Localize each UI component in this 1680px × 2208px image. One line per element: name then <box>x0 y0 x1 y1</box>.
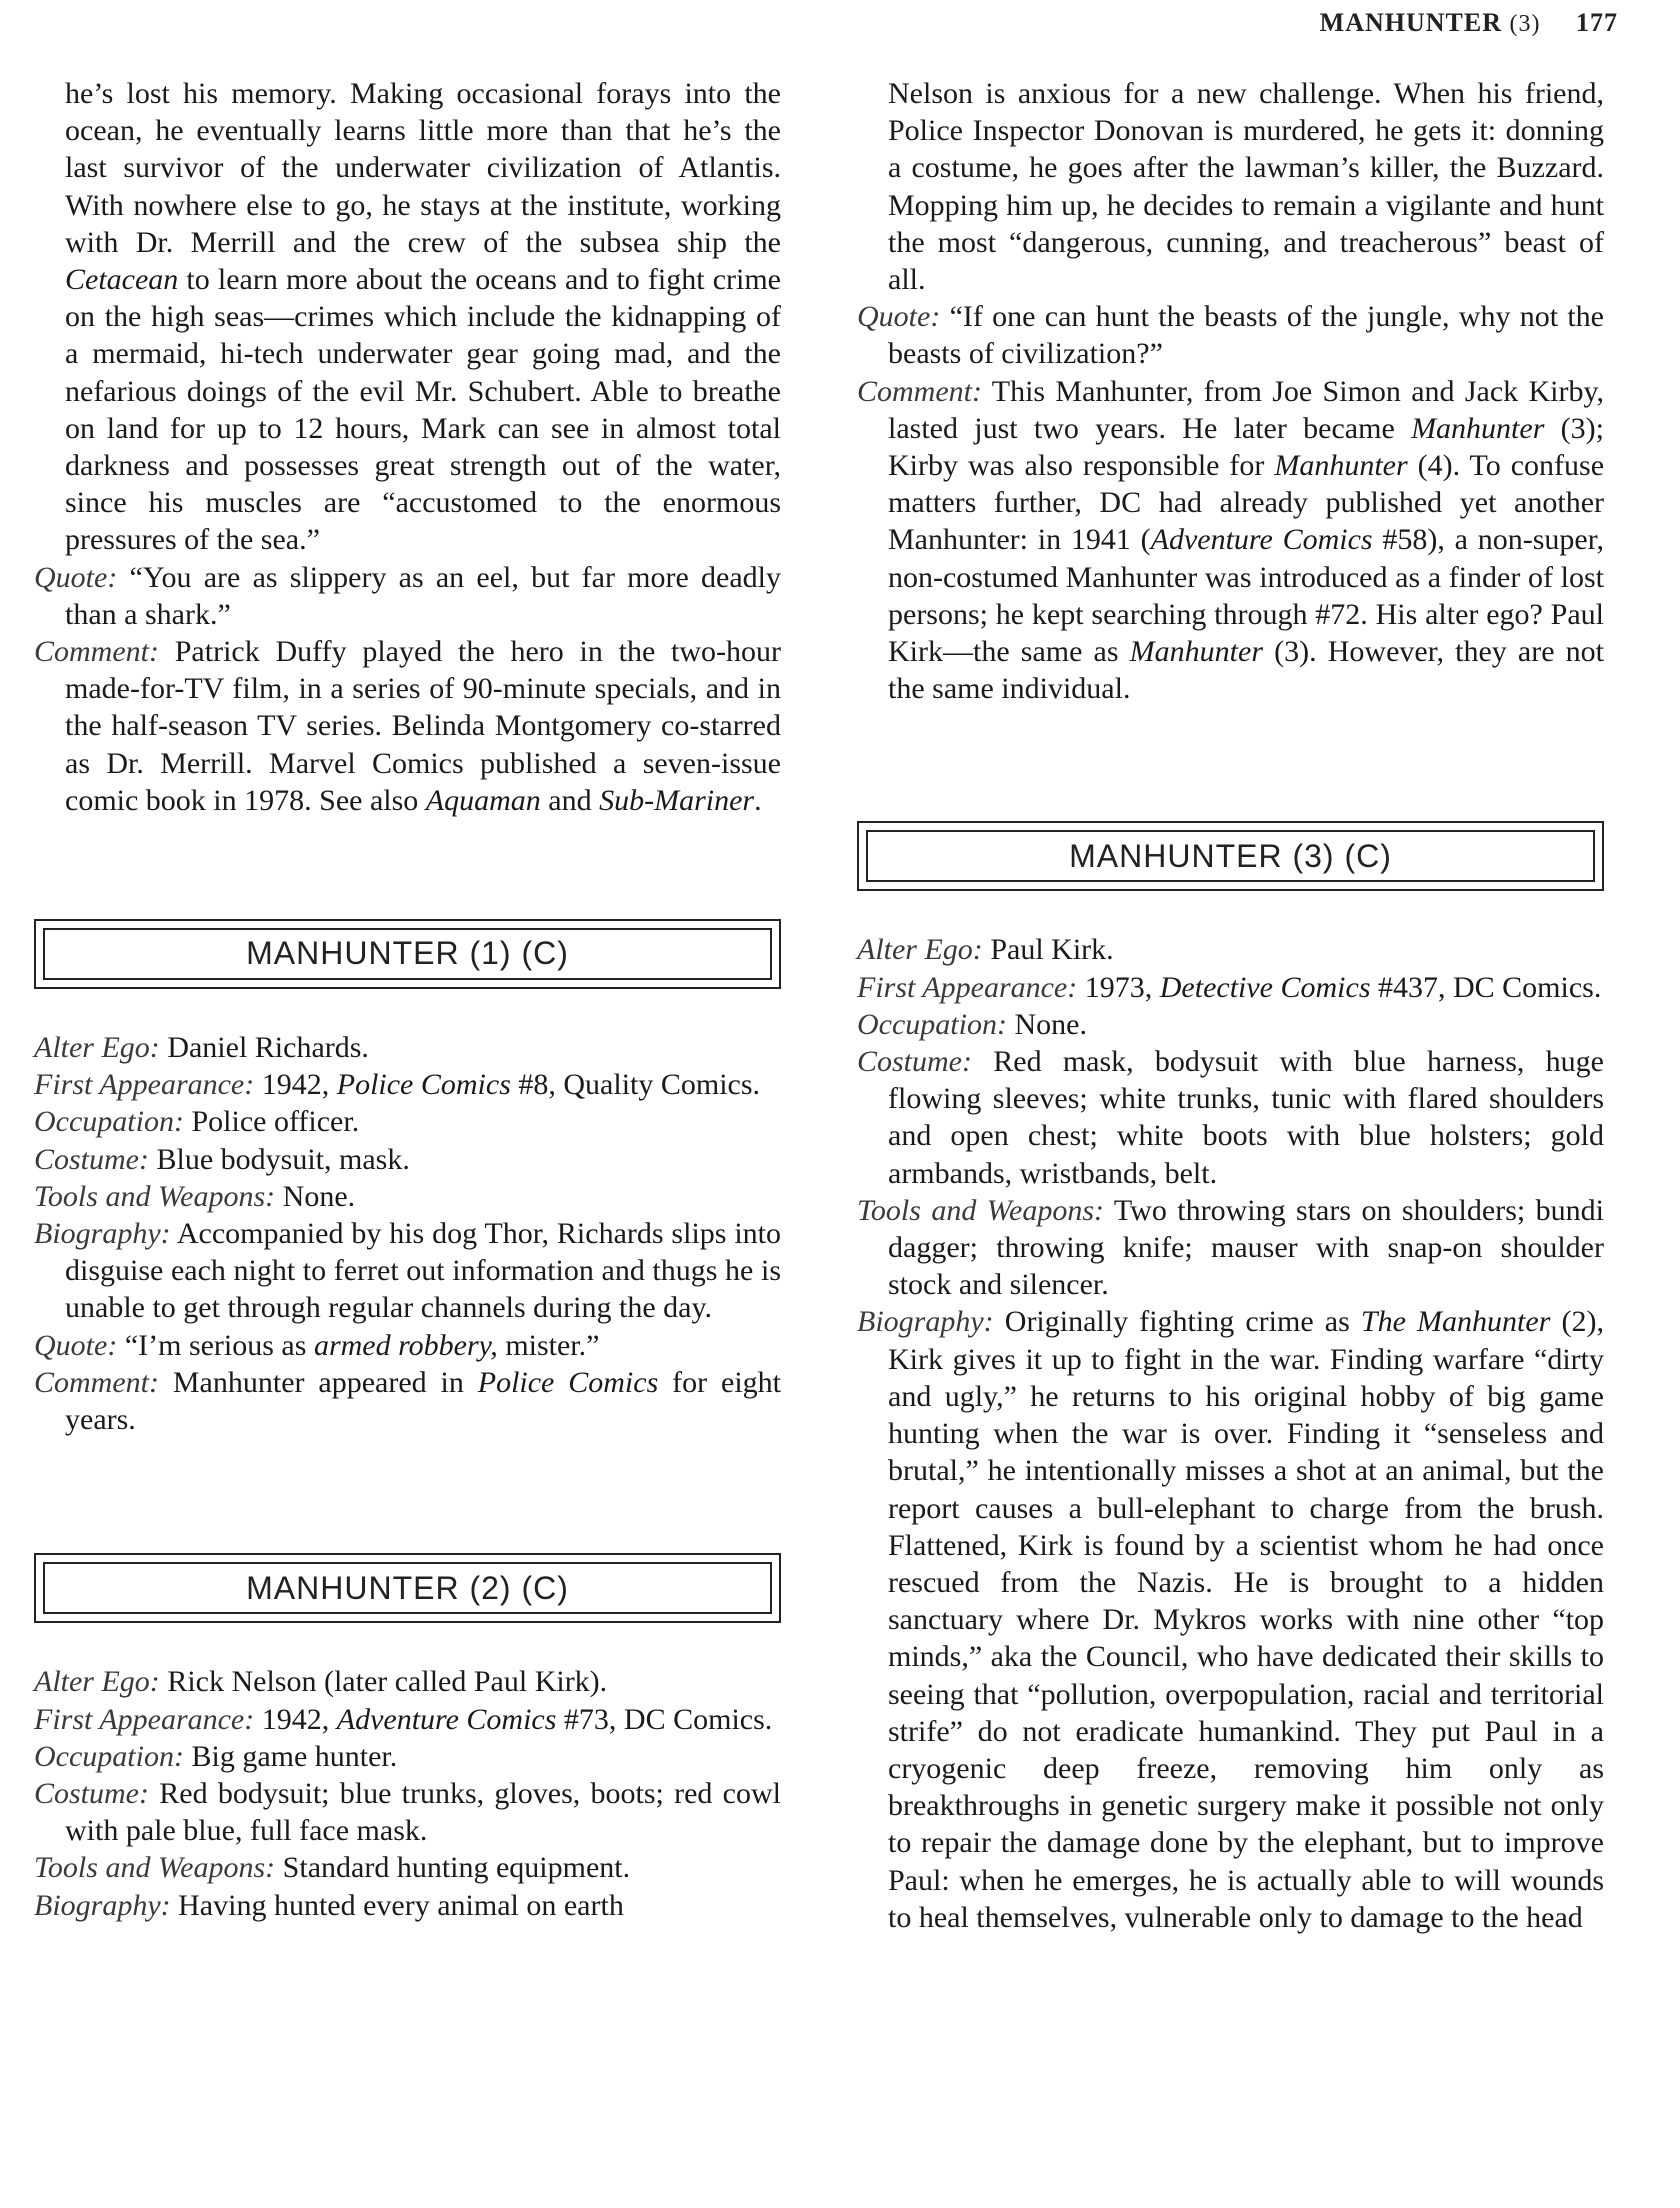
first-appearance-field: First Appearance: 1942, Adventure Comics #73, DC Comics. <box>34 1702 773 1736</box>
left-column <box>34 75 781 1924</box>
alter-ego-field: Alter Ego: Paul Kirk. <box>857 933 1114 967</box>
manhunter-2-comment: Comment: This Manhunter, from Joe Simon and Jack Kirby, lasted just two years. He later became Manhunter (3); Kirby was also responsible for Manhunter (4). To confuse matters further, DC had already published yet another Manhunter: in 1941 (Adventure Comics #58), a non-super, non-costumed Manhunter was introduced as a finder of lost persons; he kept searching through #72. His alter ego? Paul Kirk—the same as Manhunter (3). However, they are not the same individual. <box>857 374 1605 706</box>
aquaman-biography-continued: he’s lost his memory. Making occasional forays into the ocean, he eventually learns little more than that he’s the last survivor of the underwater civilization of Atlantis. With nowhere else to go, he stays at the institute, working with Dr. Merrill and the crew of the subsea ship the Cetacean to learn more about the oceans and to fight crime on the high seas—crimes which include the kidnapping of a mermaid, hi-tech underwater gear going mad, and the nefarious doings of the evil Mr. Schubert. Able to breathe on land for up to 12 hours, Mark can see in almost total darkness and possesses great strength out of the water, since his muscles are “accustomed to the enormous pressures of the sea.” <box>65 77 781 557</box>
entry-title: MANHUNTER (1) (C) <box>43 928 772 980</box>
first-appearance-field: First Appearance: 1973, Detective Comics #437, DC Comics. <box>857 970 1602 1004</box>
occupation-field: Occupation: None. <box>857 1007 1087 1041</box>
running-head-number: (3) <box>1509 11 1541 37</box>
quote-field: Quote: “I’m serious as armed robbery, mister.” <box>34 1328 600 1362</box>
occupation-field: Occupation: Police officer. <box>34 1105 360 1139</box>
costume-field: Costume: Red bodysuit; blue trunks, gloves, boots; red cowl with pale blue, full face mask. <box>34 1776 781 1848</box>
running-head-title: MANHUNTER <box>1319 8 1503 37</box>
tools-field: Tools and Weapons: Standard hunting equipment. <box>34 1851 631 1885</box>
running-head <box>1320 8 1618 38</box>
occupation-field: Occupation: Big game hunter. <box>34 1739 398 1773</box>
tools-field: Tools and Weapons: None. <box>34 1179 356 1213</box>
aquaman-quote: Quote: “You are as slippery as an eel, but far more deadly than a shark.” <box>34 560 781 631</box>
page-number: 177 <box>1576 8 1618 37</box>
entry-title: MANHUNTER (3) (C) <box>866 830 1595 882</box>
biography-field: Biography: Accompanied by his dog Thor, Richards slips into disguise each night to ferret out information and thugs he is unable to get through regular channels during the day. <box>34 1217 781 1325</box>
costume-field: Costume: Red mask, bodysuit with blue harness, huge flowing sleeves; white trunks, tunic with flared shoulders and open chest; white boots with blue holsters; gold armbands, wristbands, belt. <box>857 1045 1604 1190</box>
right-column <box>857 75 1604 1936</box>
aquaman-comment: Comment: Patrick Duffy played the hero in the two-hour made-for-TV film, in a series of 90-minute specials, and in the half-season TV series. Belinda Montgomery co-starred as Dr. Merrill. Marvel Comics published a seven-issue comic book in 1978. See also Aquaman and Sub-Mariner. <box>34 635 781 817</box>
manhunter-2-quote: Quote: “If one can hunt the beasts of the jungle, why not the beasts of civilization?” <box>857 300 1604 371</box>
biography-field: Biography: Having hunted every animal on earth <box>34 1888 624 1922</box>
alter-ego-field: Alter Ego: Rick Nelson (later called Paul Kirk). <box>34 1665 608 1699</box>
comment-field: Comment: Manhunter appeared in Police Comics for eight years. <box>34 1365 781 1437</box>
entry-title: MANHUNTER (2) (C) <box>43 1562 772 1614</box>
costume-field: Costume: Blue bodysuit, mask. <box>34 1142 410 1176</box>
biography-field: Biography: Originally fighting crime as The Manhunter (2), Kirk gives it up to fight in the war. Finding warfare “dirty and ugly,” he returns to his original hobby of big game hunting when the war is over. Finding it “senseless and brutal,” he intentionally misses a shot at an animal, but the report causes a bull-elephant to charge from the brush. Flattened, Kirk is found by a scientist whom he had once rescued from the Nazis. He is brought to a hidden sanctuary where Dr. Mykros works with nine other “top minds,” aka the Council, who have dedicated their skills to seeing that “pollution, overpopulation, racial and territorial strife” do not eradicate humankind. They put Paul in a cryogenic deep freeze, removing him only as breakthroughs in genetic surgery make it possible not only to repair the damage done by the elephant, but to improve Paul: when he emerges, he is actually able to will wounds to heal themselves, vulnerable only to damage to the head <box>857 1305 1604 1934</box>
entry-heading-manhunter-2 <box>34 1553 781 1623</box>
tools-field: Tools and Weapons: Two throwing stars on shoulders; bundi dagger; throwing knife; mauser with snap-on shoulder stock and silencer. <box>857 1193 1604 1302</box>
entry-heading-manhunter-3 <box>857 821 1604 891</box>
manhunter-2-biography-continued: Nelson is anxious for a new challenge. When his friend, Police Inspector Donovan is murdered, he gets it: donning a costume, he goes after the lawman’s killer, the Buzzard. Mopping him up, he decides to remain a vigilante and hunt the most “dangerous, cunning, and treacherous” beast of all. <box>888 77 1604 297</box>
alter-ego-field: Alter Ego: Daniel Richards. <box>34 1031 369 1065</box>
first-appearance-field: First Appearance: 1942, Police Comics #8, Quality Comics. <box>34 1068 761 1102</box>
entry-heading-manhunter-1 <box>34 919 781 989</box>
